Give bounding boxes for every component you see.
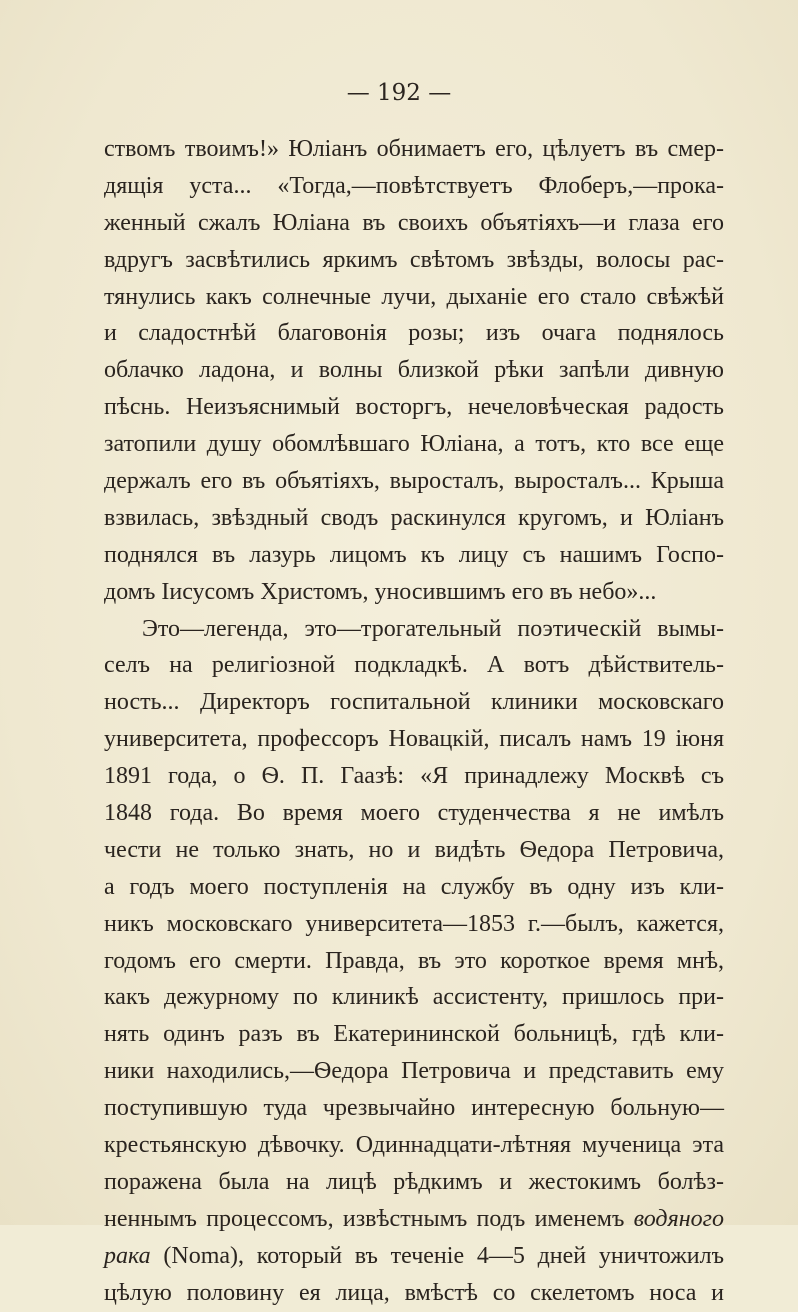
- text-line: какъ дежурному по клиникѣ ассистенту, пришлось при-: [104, 984, 724, 1011]
- text-line: поднялся въ лазурь лицомъ къ лицу съ нашимъ Госпо-: [104, 541, 724, 568]
- text-segment: (Noma), который въ теченіе 4—5 дней уничтожилъ: [163, 1242, 725, 1269]
- text-line: 1848 года. Во время моего студенчества я не имѣлъ: [104, 800, 724, 827]
- text-line: ники находились,—Ѳедора Петровича и представить ему: [104, 1058, 724, 1085]
- text-line: ствомъ твоимъ!» Юліанъ обнимаетъ его, цѣлуетъ въ смер-: [104, 136, 724, 162]
- text-line: пѣснь. Неизъяснимый восторгъ, нечеловѣческая радость: [104, 394, 724, 421]
- text-line: взвилась, звѣздный сводъ раскинулся кругомъ, и Юліанъ: [104, 504, 724, 531]
- text-line: вдругъ засвѣтились яркимъ свѣтомъ звѣзды, волосы рас-: [104, 246, 724, 273]
- paragraph-start-line: Это—легенда, это—трогательный поэтическій вымы-: [142, 615, 724, 642]
- text-line: годомъ его смерти. Правда, въ это короткое время мнѣ,: [104, 947, 724, 974]
- italic-term: рака: [104, 1242, 151, 1269]
- text-line: [104, 1201, 724, 1238]
- text-line: селъ на религіозной подкладкѣ. А вотъ дѣйствитель-: [104, 652, 724, 679]
- text-line: тянулись какъ солнечные лучи, дыханіе его стало свѣжѣй: [104, 283, 724, 310]
- text-line: 1891 года, о Ѳ. П. Гаазѣ: «Я принадлежу Москвѣ съ: [104, 763, 724, 790]
- text-line: облачко ладона, и волны близкой рѣки запѣли дивную: [104, 357, 724, 384]
- text-line: ность... Директоръ госпитальной клиники московскаго: [104, 689, 724, 716]
- body-text: [104, 131, 724, 1312]
- text-line: крестьянскую дѣвочку. Одиннадцати-лѣтняя мученица эта: [104, 1132, 724, 1159]
- text-line: цѣлую половину ея лица, вмѣстѣ со скелетомъ носа и: [104, 1279, 724, 1306]
- text-line: нять одинъ разъ въ Екатерининской больницѣ, гдѣ кли-: [104, 1021, 724, 1048]
- text-line: и сладостнѣй благовонія розы; изъ очага поднялось: [104, 320, 724, 347]
- text-line: [104, 1238, 724, 1275]
- text-line: затопили душу обомлѣвшаго Юліана, а тотъ, кто все еще: [104, 431, 724, 458]
- text-line: дящія уста... «Тогда,—повѣтствуетъ Флоберъ,—прока-: [104, 172, 724, 199]
- italic-term: водяного: [633, 1205, 724, 1232]
- text-line: а годъ моего поступленія на службу въ одну изъ кли-: [104, 873, 724, 900]
- text-line: домъ Іисусомъ Христомъ, уносившимъ его въ небо»...: [104, 578, 657, 605]
- text-line: никъ московскаго университета—1853 г.—былъ, кажется,: [104, 910, 724, 937]
- page-number: — 192 —: [346, 80, 452, 106]
- text-line: поступившую туда чрезвычайно интересную больную—: [104, 1095, 724, 1122]
- text-line: женный сжалъ Юліана въ своихъ объятіяхъ—и глаза его: [104, 209, 724, 236]
- text-segment: неннымъ процессомъ, извѣстнымъ подъ именемъ: [104, 1205, 625, 1232]
- text-line: чести не только знать, но и видѣть Ѳедора Петровича,: [104, 836, 724, 863]
- text-line: поражена была на лицѣ рѣдкимъ и жестокимъ болѣз-: [104, 1168, 724, 1195]
- text-line: университета, профессоръ Новацкій, писалъ намъ 19 іюня: [104, 726, 724, 753]
- text-line: держалъ его въ объятіяхъ, выросталъ, выросталъ... Крыша: [104, 468, 724, 495]
